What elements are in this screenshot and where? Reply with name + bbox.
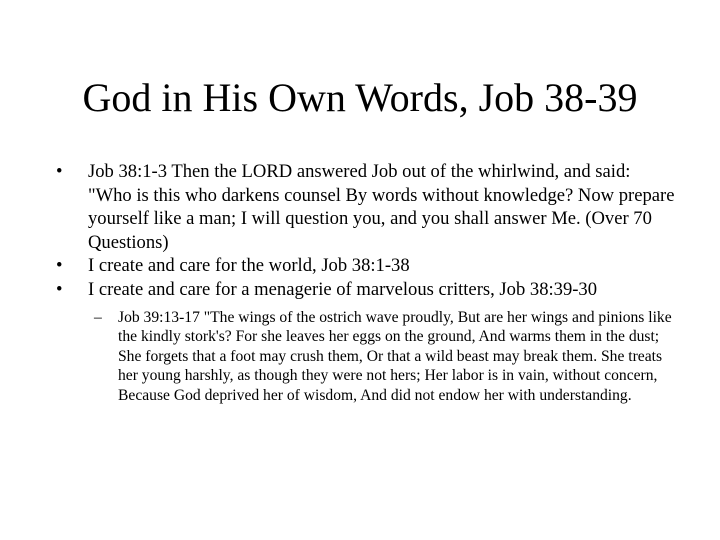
bullet-marker: • xyxy=(56,161,63,182)
bullet-item xyxy=(56,254,676,278)
bullet-item xyxy=(56,160,676,254)
slide-title: God in His Own Words, Job 38-39 xyxy=(82,75,638,120)
sub-bullet-item xyxy=(88,308,684,406)
bullet-marker: • xyxy=(56,278,63,300)
bullet-text: I create and care for a menagerie of marvelous critters, Job 38:39-30 xyxy=(88,278,598,300)
bullet-text: I create and care for the world, Job 38:1-38 xyxy=(88,255,410,277)
slide-body xyxy=(56,160,676,405)
bullet-marker: • xyxy=(56,255,63,277)
sub-bullet-marker: – xyxy=(94,308,102,326)
sub-bullet-text: Job 39:13-17 "The wings of the ostrich wave proudly, But are her wings and pinions like the kindly stork's? For she leaves her eggs on the ground, And warms them in the dust; She forgets that a foot may crush them, Or that a wild beast may break them. She treats her young harshly, as though they were not hers; Her labor is in vain, without concern, Because God deprived her of wisdom, And did not endow her with understanding. xyxy=(118,308,672,404)
bullet-text: Job 38:1-3 Then the LORD answered Job out of the whirlwind, and said: "Who is this who darkens counsel By words without knowledge? Now prepare yourself like a man; I will question you, and you shall answer Me. (Over 70 Questions) xyxy=(88,161,675,253)
bullet-item xyxy=(56,278,676,302)
